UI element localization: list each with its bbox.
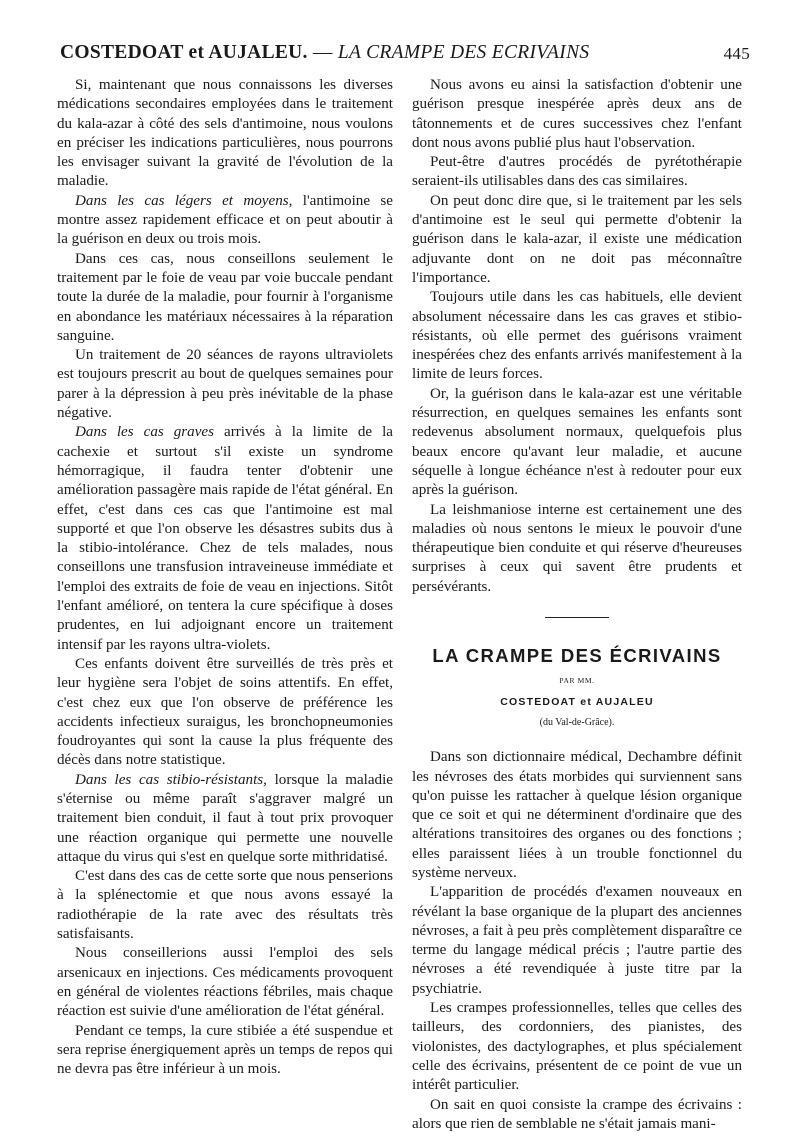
body-paragraph bbox=[57, 76, 393, 192]
header-authors: COSTEDOAT et AUJALEU. bbox=[60, 42, 308, 63]
paragraph-text: L'apparition de procédés d'examen nouveaux en révélant la base organique de la plupart des anciennes névroses, a fait à peu près complètement disparaître ce terme du langage médical précis ; l'autre partie des névroses a été revendiquée à juste titre par la psychiatrie. bbox=[412, 884, 742, 997]
body-paragraph bbox=[412, 76, 742, 153]
paragraph-text: C'est dans des cas de cette sorte que nous penserions à la splénectomie et que nous avons essayé la radiothérapie de la rate avec des résultats très satisfaisants. bbox=[57, 868, 393, 943]
paragraph-text: Les crampes professionnelles, telles que celles des tailleurs, des cordonniers, des pianistes, des violonistes, des dactylographes, et plus spécialement celle des écrivains, présentent de ce point de vue un intérêt particulier. bbox=[412, 1000, 742, 1094]
header-title: LA CRAMPE DES ECRIVAINS bbox=[337, 42, 590, 63]
paragraph-intro: Dans les cas stibio-résistants, bbox=[75, 771, 267, 788]
body-paragraph bbox=[57, 655, 393, 771]
paragraph-text: Un traitement de 20 séances de rayons ultraviolets est toujours prescrit au bout de quelques semaines pour parer à la dépression à peu près inévitable de la phase négative. bbox=[57, 347, 393, 422]
body-paragraph bbox=[412, 883, 742, 999]
running-header bbox=[60, 42, 750, 72]
body-paragraph bbox=[412, 153, 742, 192]
paragraph-text: lorsque la maladie s'éternise ou même paraît s'aggraver malgré un traitement bien conduit, il faut à tout prix provoquer une réaction organique qui permette une nouvelle attaque du virus qui s'est en quelque sorte mithridatisé. bbox=[57, 771, 393, 865]
paragraph-text: Toujours utile dans les cas habituels, elle devient absolument nécessaire dans les cas graves et stibio-résistants, où elle permet des guérisons vraiment inespérées chez des enfants arrivés manifestement à la limite de leurs forces. bbox=[412, 289, 742, 383]
paragraph-text: La leishmaniose interne est certainement une des maladies où nous sentons le mieux le pouvoir d'une thérapeutique bien conduite et qui réserve d'heureuses surprises à ceux qui savent être prudents et persévérants. bbox=[412, 501, 742, 595]
body-paragraph bbox=[412, 748, 742, 883]
section-divider bbox=[545, 617, 609, 618]
body-paragraph bbox=[412, 999, 742, 1095]
body-paragraph bbox=[57, 250, 393, 346]
body-paragraph bbox=[412, 1096, 742, 1135]
article-affiliation: (du Val-de-Grâce). bbox=[539, 716, 615, 728]
body-paragraph bbox=[57, 771, 393, 867]
paragraph-text: arrivés à la limite de la cachexie et surtout s'il existe un syndrome hémorragique, il faudra tenter d'obtenir une amélioration passagère mais rapide de l'état général. En effet, c'est dans ces cas que l'antimoine est mal supporté et que l'on observe les désastres subits dus à la stibio-intolérance. Chez de tels malades, nous conseillons une transfusion intraveineuse immédiate et l'emploi des extraits de foie de veau en injections. Sitôt l'enfant amélioré, on tentera la cure spécifique à doses prudentes, en lui adjoignant encore un traitement intensif par les rayons ultra-violets. bbox=[57, 424, 393, 653]
article-par: PAR MM. bbox=[559, 676, 595, 686]
body-paragraph bbox=[57, 192, 393, 250]
paragraph-intro: Dans les cas légers et moyens, bbox=[75, 192, 293, 209]
body-paragraph bbox=[57, 944, 393, 1021]
body-paragraph bbox=[412, 501, 742, 597]
body-paragraph bbox=[412, 385, 742, 501]
paragraph-text: Ces enfants doivent être surveillés de très près et leur hygiène sera l'objet de soins attentifs. En effet, c'est chez eux que l'on observe de préférence les accidents infectieux suraigus, les bronchopneumonies foudroyantes qui sont la cause la plus fréquente des décès dans notre statistique. bbox=[57, 655, 393, 769]
paragraph-intro: Dans les cas graves bbox=[75, 424, 214, 441]
paragraph-text: Dans son dictionnaire médical, Dechambre définit les névroses des états morbides qui surviennent sans qu'on puisse les rattacher à quelque lésion organique que ce soit et qui ne déterminent d'ordinaire que des altérations transitoires des organes ou des fonctions ; elles paraissent liées à un trouble fonctionnel du système nerveux. bbox=[412, 749, 742, 881]
header-dash: — bbox=[307, 42, 338, 63]
right-column bbox=[412, 76, 742, 1134]
page-number: 445 bbox=[723, 44, 750, 63]
paragraph-text: Nous avons eu ainsi la satisfaction d'obtenir une guérison presque inespérée après deux ans de tâtonnements et de cures successives chez l'enfant dont nous avons publié plus haut l'observation. bbox=[412, 77, 742, 151]
paragraph-text: Dans ces cas, nous conseillons seulement le traitement par le foie de veau par voie buccale pendant toute la durée de la maladie, pour fournir à l'organisme en abondance les matériaux nécessaires à la réparation sanguine. bbox=[57, 250, 393, 344]
body-paragraph bbox=[57, 423, 393, 655]
paragraph-text: Pendant ce temps, la cure stibiée a été suspendue et sera reprise énergiquement après un temps de repos qui ne devra pas être inférieur à un mois. bbox=[57, 1022, 393, 1078]
body-paragraph bbox=[57, 867, 393, 944]
paragraph-text: Peut-être d'autres procédés de pyrétothérapie seraient-ils utilisables dans des cas similaires. bbox=[412, 154, 742, 190]
body-paragraph bbox=[57, 1022, 393, 1080]
paragraph-text: l'antimoine se montre assez rapidement efficace et on peut aboutir à la guérison en deux ou trois mois. bbox=[57, 192, 393, 248]
paragraph-text: Or, la guérison dans le kala-azar est une véritable résurrection, en quelques semaines les enfants sont redevenus absolument normaux, quelquefois plus beaux encore qu'avant leur maladie, et aucune séquelle à longue échéance n'est à redouter pour eux après la guérison. bbox=[412, 385, 742, 499]
paragraph-text: On sait en quoi consiste la crampe des écrivains : alors que rien de semblable ne s'était jamais mani- bbox=[412, 1096, 742, 1132]
article-title: LA CRAMPE DES ÉCRIVAINS bbox=[432, 645, 722, 667]
paragraph-text: On peut donc dire que, si le traitement par les sels d'antimoine est le seul qui permette d'obtenir la guérison dans le kala-azar, il existe une médication adjuvante dont on ne doit pas méconnaître l'importance. bbox=[412, 192, 742, 286]
article-authors: COSTEDOAT et AUJALEU bbox=[500, 695, 654, 708]
body-paragraph bbox=[412, 192, 742, 288]
paragraph-text: Si, maintenant que nous connaissons les diverses médications secondaires employées dans le traitement du kala-azar à côté des sels d'antimoine, nous voulons en préciser les indications particulières, nous pourrons les envisager suivant la gravité de l'évolution de la maladie. bbox=[57, 77, 393, 190]
body-paragraph bbox=[412, 288, 742, 384]
left-column bbox=[57, 76, 393, 1079]
body-paragraph bbox=[57, 346, 393, 423]
paragraph-text: Nous conseillerions aussi l'emploi des sels arsenicaux en injections. Ces médicaments provoquent en général de violentes réactions fébriles, mais chaque réaction est suivie d'une amélioration de l'état général. bbox=[57, 945, 393, 1020]
